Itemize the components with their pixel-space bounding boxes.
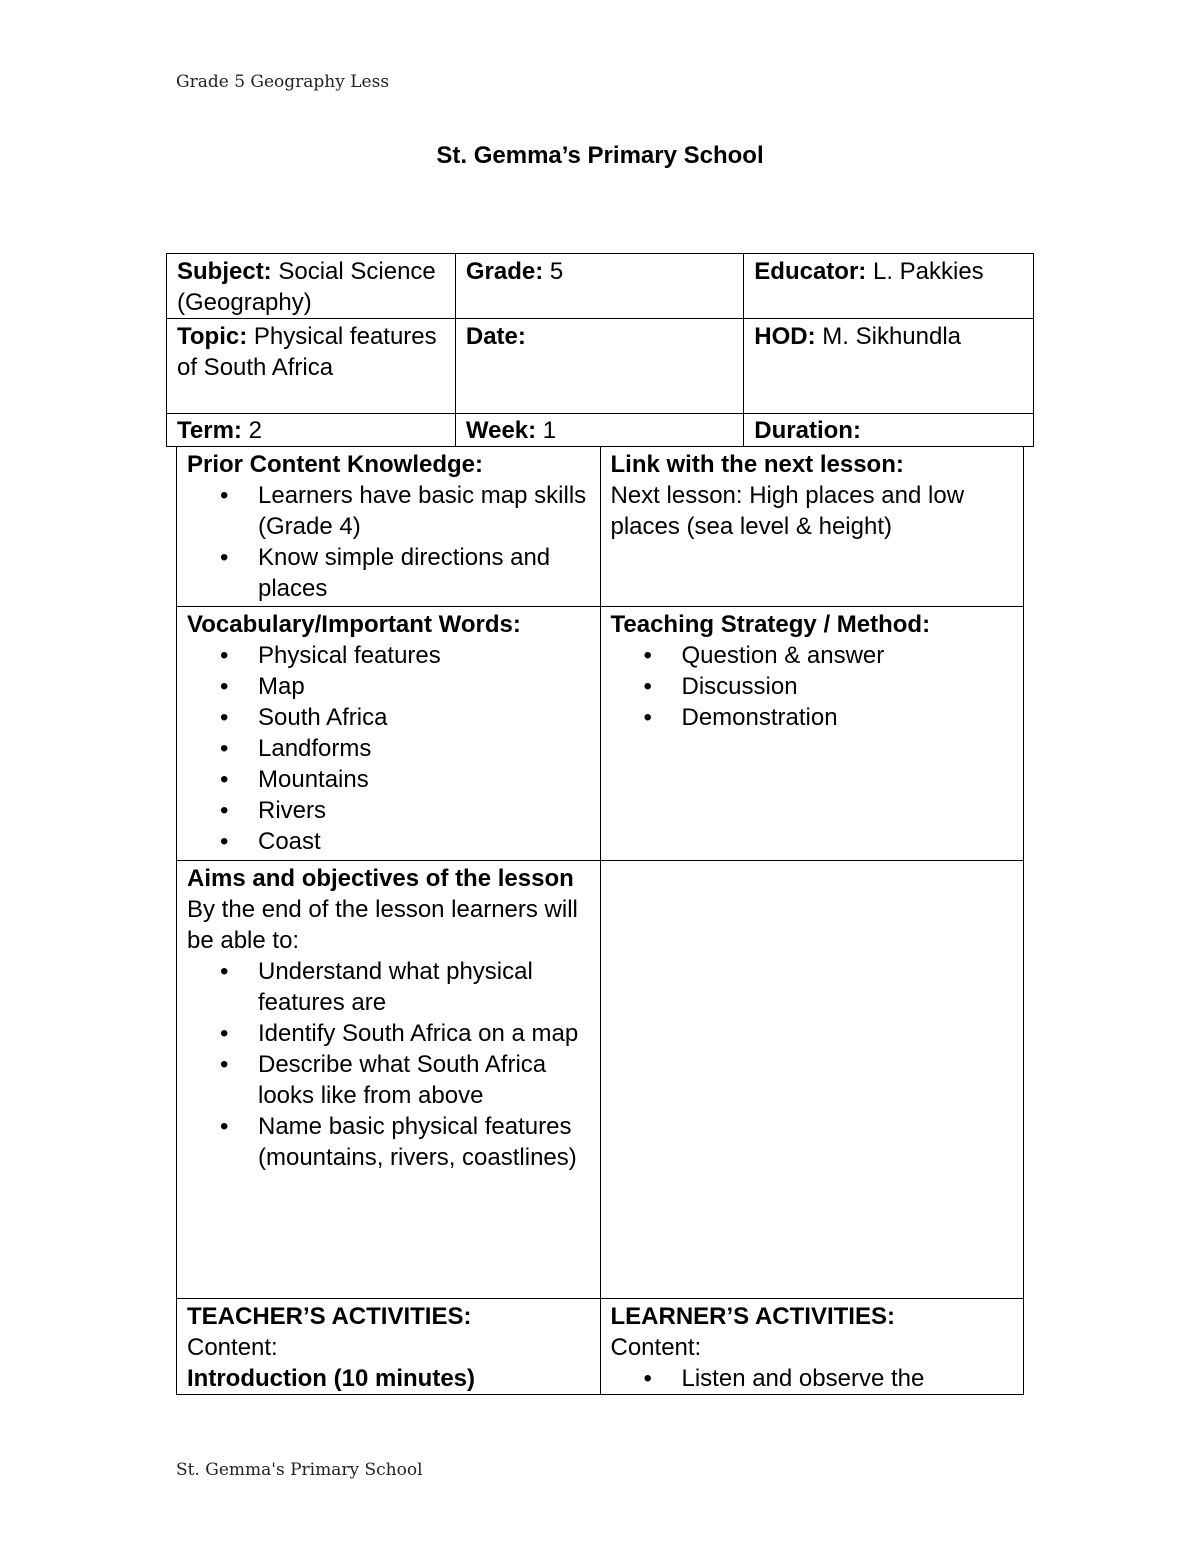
date-cell: Date:	[455, 319, 743, 414]
prior-list	[187, 480, 590, 604]
next-lesson-cell	[600, 447, 1024, 607]
week-cell: Week: 1	[455, 414, 743, 447]
list-item: • Physical features	[258, 640, 590, 671]
list-item: • Describe what South Africa looks like from above	[258, 1049, 590, 1111]
empty-cell	[600, 861, 1024, 1299]
prior-heading: Prior Content Knowledge:	[187, 451, 483, 478]
list-item: • Demonstration	[682, 702, 1014, 733]
grade-cell: Grade: 5	[455, 254, 743, 319]
vocab-heading: Vocabulary/Important Words:	[187, 611, 521, 638]
page-title: St. Gemma’s Primary School	[436, 142, 764, 169]
teacher-heading: TEACHER’S ACTIVITIES:	[187, 1303, 472, 1330]
lesson-info-table	[166, 253, 1034, 447]
topic-cell: Topic: Physical features of South Africa	[167, 319, 456, 414]
aims-heading: Aims and objectives of the lesson	[187, 865, 574, 892]
link-text: Next lesson: High places and low places (sea level & height)	[610, 482, 965, 540]
list-item: • Landforms	[258, 733, 590, 764]
list-item: • Understand what physical features are	[258, 956, 590, 1018]
lesson-plan-table	[176, 446, 1024, 1395]
list-item: • Question & answer	[682, 640, 1014, 671]
aims-cell	[177, 861, 601, 1299]
teacher-content-label: Content:	[187, 1334, 278, 1361]
learner-heading: LEARNER’S ACTIVITIES:	[610, 1303, 895, 1330]
teacher-activities-cell	[177, 1299, 601, 1395]
vocab-list	[187, 640, 590, 857]
prior-knowledge-cell	[177, 447, 601, 607]
link-heading: Link with the next lesson:	[610, 451, 904, 478]
learner-list	[611, 1363, 1014, 1394]
strategy-list	[611, 640, 1014, 733]
running-footer: St. Gemma's Primary School	[176, 1460, 423, 1480]
learner-activities-cell	[600, 1299, 1024, 1395]
list-item: • Learners have basic map skills (Grade 4)	[258, 480, 590, 542]
list-item: • Discussion	[682, 671, 1014, 702]
list-item: • Listen and observe the	[682, 1363, 1014, 1394]
vocabulary-cell	[177, 607, 601, 861]
list-item: • Coast	[258, 826, 590, 857]
hod-cell: HOD: M. Sikhundla	[744, 319, 1034, 414]
term-cell: Term: 2	[167, 414, 456, 447]
running-header: Grade 5 Geography Less	[176, 72, 390, 92]
list-item: • Map	[258, 671, 590, 702]
learner-content-label: Content:	[610, 1334, 702, 1361]
teacher-intro: Introduction (10 minutes)	[187, 1365, 475, 1392]
list-item: • Identify South Africa on a map	[258, 1018, 590, 1049]
strategy-cell	[600, 607, 1024, 861]
aims-intro: By the end of the lesson learners will be able to:	[187, 896, 578, 954]
list-item: • Rivers	[258, 795, 590, 826]
educator-cell: Educator: L. Pakkies	[744, 254, 1034, 319]
list-item: • South Africa	[258, 702, 590, 733]
duration-cell: Duration:	[744, 414, 1034, 447]
aims-list	[187, 956, 590, 1173]
subject-cell: Subject: Social Science (Geography)	[167, 254, 456, 319]
list-item: • Name basic physical features (mountains, rivers, coastlines)	[258, 1111, 590, 1173]
list-item: • Know simple directions and places	[258, 542, 590, 604]
strategy-heading: Teaching Strategy / Method:	[610, 611, 931, 638]
list-item: • Mountains	[258, 764, 590, 795]
